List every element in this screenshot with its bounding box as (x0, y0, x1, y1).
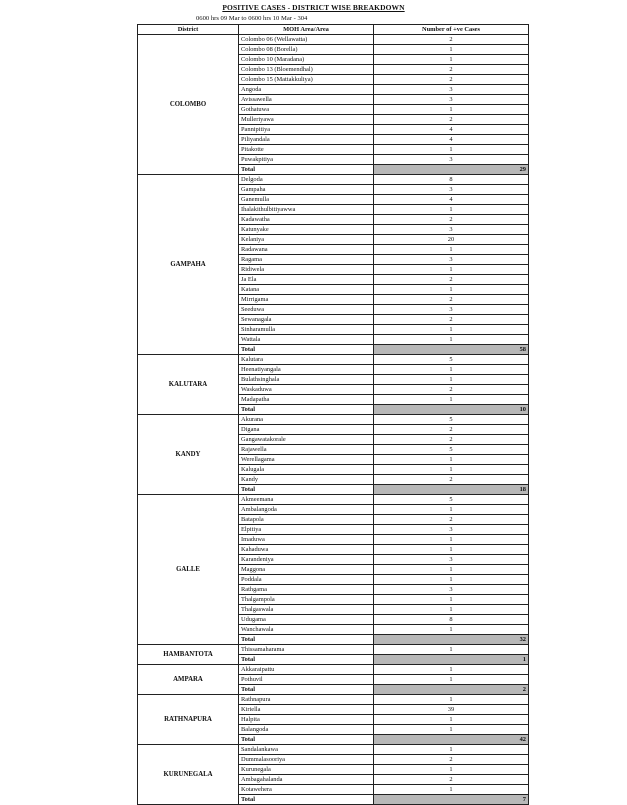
table-body (138, 35, 529, 805)
case-count: 2 (374, 35, 529, 45)
case-count: 3 (374, 305, 529, 315)
table-header-row (138, 25, 529, 35)
total-label: Total (239, 795, 374, 805)
report-period: 0600 hrs 09 Mar to 0600 hrs 10 Mar - 304 (196, 15, 308, 22)
area-name: Ihalakithulbitiyawwa (239, 205, 374, 215)
area-name: Wattala (239, 335, 374, 345)
area-name: Heenatiyangala (239, 365, 374, 375)
case-count: 1 (374, 645, 529, 655)
total-label: Total (239, 735, 374, 745)
area-name: Madapatha (239, 395, 374, 405)
case-count: 3 (374, 525, 529, 535)
total-label: Total (239, 165, 374, 175)
total-label: Total (239, 405, 374, 415)
area-name: Karandeniya (239, 555, 374, 565)
case-count: 2 (374, 295, 529, 305)
case-count: 1 (374, 395, 529, 405)
area-name: Akmeemana (239, 495, 374, 505)
case-count: 1 (374, 695, 529, 705)
case-count: 1 (374, 745, 529, 755)
area-name: Radawana (239, 245, 374, 255)
case-count: 2 (374, 75, 529, 85)
page-title: POSITIVE CASES - DISTRICT WISE BREAKDOWN (222, 3, 405, 12)
area-name: Ganemulla (239, 195, 374, 205)
case-count: 1 (374, 265, 529, 275)
case-count: 1 (374, 545, 529, 555)
area-name: Pothuvil (239, 675, 374, 685)
area-name: Seeduwa (239, 305, 374, 315)
area-name: Mirrigama (239, 295, 374, 305)
case-count: 3 (374, 255, 529, 265)
total-label: Total (239, 655, 374, 665)
area-name: Werellagama (239, 455, 374, 465)
area-name: Kalugala (239, 465, 374, 475)
district-name: GALLE (138, 495, 239, 645)
area-name: Katana (239, 285, 374, 295)
area-name: Colombo 08 (Borella) (239, 45, 374, 55)
area-name: Colombo 13 (Bloemendhal) (239, 65, 374, 75)
area-name: Kelaniya (239, 235, 374, 245)
area-name: Balangoda (239, 725, 374, 735)
table-row (138, 695, 529, 705)
case-count: 5 (374, 355, 529, 365)
case-count: 1 (374, 105, 529, 115)
case-count: 1 (374, 455, 529, 465)
cases-table (137, 24, 529, 805)
area-name: Ridiwela (239, 265, 374, 275)
area-name: Ambagahalanda (239, 775, 374, 785)
case-count: 2 (374, 475, 529, 485)
table-row (138, 35, 529, 45)
area-name: Sinharamulla (239, 325, 374, 335)
case-count: 2 (374, 515, 529, 525)
area-name: Pannipitiya (239, 125, 374, 135)
area-name: Thalgampola (239, 595, 374, 605)
district-name: KANDY (138, 415, 239, 495)
area-name: Pitakotte (239, 145, 374, 155)
district-total-value: 7 (374, 795, 529, 805)
district-name: RATHNAPURA (138, 695, 239, 745)
case-count: 1 (374, 55, 529, 65)
case-count: 2 (374, 385, 529, 395)
case-count: 1 (374, 285, 529, 295)
case-count: 5 (374, 445, 529, 455)
case-count: 1 (374, 565, 529, 575)
area-name: Ja Ela (239, 275, 374, 285)
area-name: Mulleriyawa (239, 115, 374, 125)
area-name: Gangawatakorale (239, 435, 374, 445)
area-name: Kotawehera (239, 785, 374, 795)
area-name: Katunyake (239, 225, 374, 235)
area-name: Halpita (239, 715, 374, 725)
case-count: 2 (374, 315, 529, 325)
case-count: 1 (374, 595, 529, 605)
area-name: Maggona (239, 565, 374, 575)
case-count: 1 (374, 365, 529, 375)
case-count: 1 (374, 665, 529, 675)
case-count: 2 (374, 215, 529, 225)
area-name: Delgoda (239, 175, 374, 185)
case-count: 1 (374, 785, 529, 795)
area-name: Kiriella (239, 705, 374, 715)
case-count: 1 (374, 145, 529, 155)
case-count: 5 (374, 495, 529, 505)
district-total-value: 29 (374, 165, 529, 175)
case-count: 1 (374, 505, 529, 515)
area-name: Wanchawala (239, 625, 374, 635)
area-name: Colombo 15 (Mattakkuliya) (239, 75, 374, 85)
case-count: 1 (374, 535, 529, 545)
table-row (138, 645, 529, 655)
area-name: Angoda (239, 85, 374, 95)
case-count: 1 (374, 375, 529, 385)
case-count: 2 (374, 435, 529, 445)
area-name: Kurunegala (239, 765, 374, 775)
area-name: Avissawella (239, 95, 374, 105)
case-count: 8 (374, 175, 529, 185)
district-name: KALUTARA (138, 355, 239, 415)
area-name: Poddala (239, 575, 374, 585)
table-row (138, 745, 529, 755)
case-count: 1 (374, 325, 529, 335)
area-name: Thissamaharama (239, 645, 374, 655)
case-count: 3 (374, 225, 529, 235)
case-count: 2 (374, 275, 529, 285)
area-name: Kandy (239, 475, 374, 485)
case-count: 3 (374, 585, 529, 595)
area-name: Bulathsinghala (239, 375, 374, 385)
district-name: HAMBANTOTA (138, 645, 239, 665)
case-count: 2 (374, 775, 529, 785)
area-name: Digana (239, 425, 374, 435)
case-count: 39 (374, 705, 529, 715)
area-name: Udugama (239, 615, 374, 625)
case-count: 5 (374, 415, 529, 425)
area-name: Rathnapura (239, 695, 374, 705)
case-count: 1 (374, 765, 529, 775)
case-count: 4 (374, 125, 529, 135)
area-name: Kahaduwa (239, 545, 374, 555)
district-total-value: 58 (374, 345, 529, 355)
area-name: Akurana (239, 415, 374, 425)
case-count: 1 (374, 335, 529, 345)
district-column-header: District (138, 25, 239, 35)
area-name: Kalutara (239, 355, 374, 365)
case-count: 4 (374, 135, 529, 145)
district-total-value: 2 (374, 685, 529, 695)
case-count: 1 (374, 625, 529, 635)
area-name: Rajawella (239, 445, 374, 455)
total-label: Total (239, 685, 374, 695)
table-row (138, 415, 529, 425)
table-row (138, 495, 529, 505)
case-count: 3 (374, 155, 529, 165)
case-count: 3 (374, 85, 529, 95)
case-count: 3 (374, 185, 529, 195)
case-count: 2 (374, 755, 529, 765)
table-row (138, 665, 529, 675)
case-count: 1 (374, 725, 529, 735)
case-count: 20 (374, 235, 529, 245)
area-name: Waskaduwa (239, 385, 374, 395)
area-name: Thalgaswala (239, 605, 374, 615)
area-name: Rathgama (239, 585, 374, 595)
total-label: Total (239, 485, 374, 495)
area-name: Piliyandala (239, 135, 374, 145)
table-row (138, 175, 529, 185)
case-count: 3 (374, 95, 529, 105)
case-count: 1 (374, 45, 529, 55)
district-name: GAMPAHA (138, 175, 239, 355)
district-name: COLOMBO (138, 35, 239, 175)
district-total-value: 42 (374, 735, 529, 745)
case-count: 3 (374, 555, 529, 565)
case-count: 8 (374, 615, 529, 625)
table-row (138, 355, 529, 365)
district-name: KURUNEGALA (138, 745, 239, 805)
district-total-value: 32 (374, 635, 529, 645)
area-name: Elpitiya (239, 525, 374, 535)
case-count: 2 (374, 115, 529, 125)
area-name: Gampaha (239, 185, 374, 195)
area-name: Kadawatha (239, 215, 374, 225)
district-name: AMPARA (138, 665, 239, 695)
area-name: Akkaraipattu (239, 665, 374, 675)
total-label: Total (239, 345, 374, 355)
area-name: Puwakpitiya (239, 155, 374, 165)
area-name: Imaduwa (239, 535, 374, 545)
area-name: Sewanagala (239, 315, 374, 325)
case-count: 1 (374, 245, 529, 255)
area-column-header: MOH Area/Area (239, 25, 374, 35)
district-total-value: 10 (374, 405, 529, 415)
case-count: 1 (374, 605, 529, 615)
case-count: 1 (374, 205, 529, 215)
case-count: 1 (374, 675, 529, 685)
area-name: Ragama (239, 255, 374, 265)
district-total-value: 1 (374, 655, 529, 665)
total-label: Total (239, 635, 374, 645)
case-count: 1 (374, 465, 529, 475)
area-name: Sandalankawa (239, 745, 374, 755)
area-name: Dummalasooriya (239, 755, 374, 765)
case-count: 4 (374, 195, 529, 205)
district-total-value: 18 (374, 485, 529, 495)
case-count: 1 (374, 575, 529, 585)
case-count: 2 (374, 65, 529, 75)
area-name: Batapola (239, 515, 374, 525)
area-name: Colombo 06 (Wellawatta) (239, 35, 374, 45)
cases-column-header: Number of +ve Cases (374, 25, 529, 35)
area-name: Gothatuwa (239, 105, 374, 115)
area-name: Colombo 10 (Maradana) (239, 55, 374, 65)
case-count: 2 (374, 425, 529, 435)
case-count: 1 (374, 715, 529, 725)
area-name: Ambalangoda (239, 505, 374, 515)
